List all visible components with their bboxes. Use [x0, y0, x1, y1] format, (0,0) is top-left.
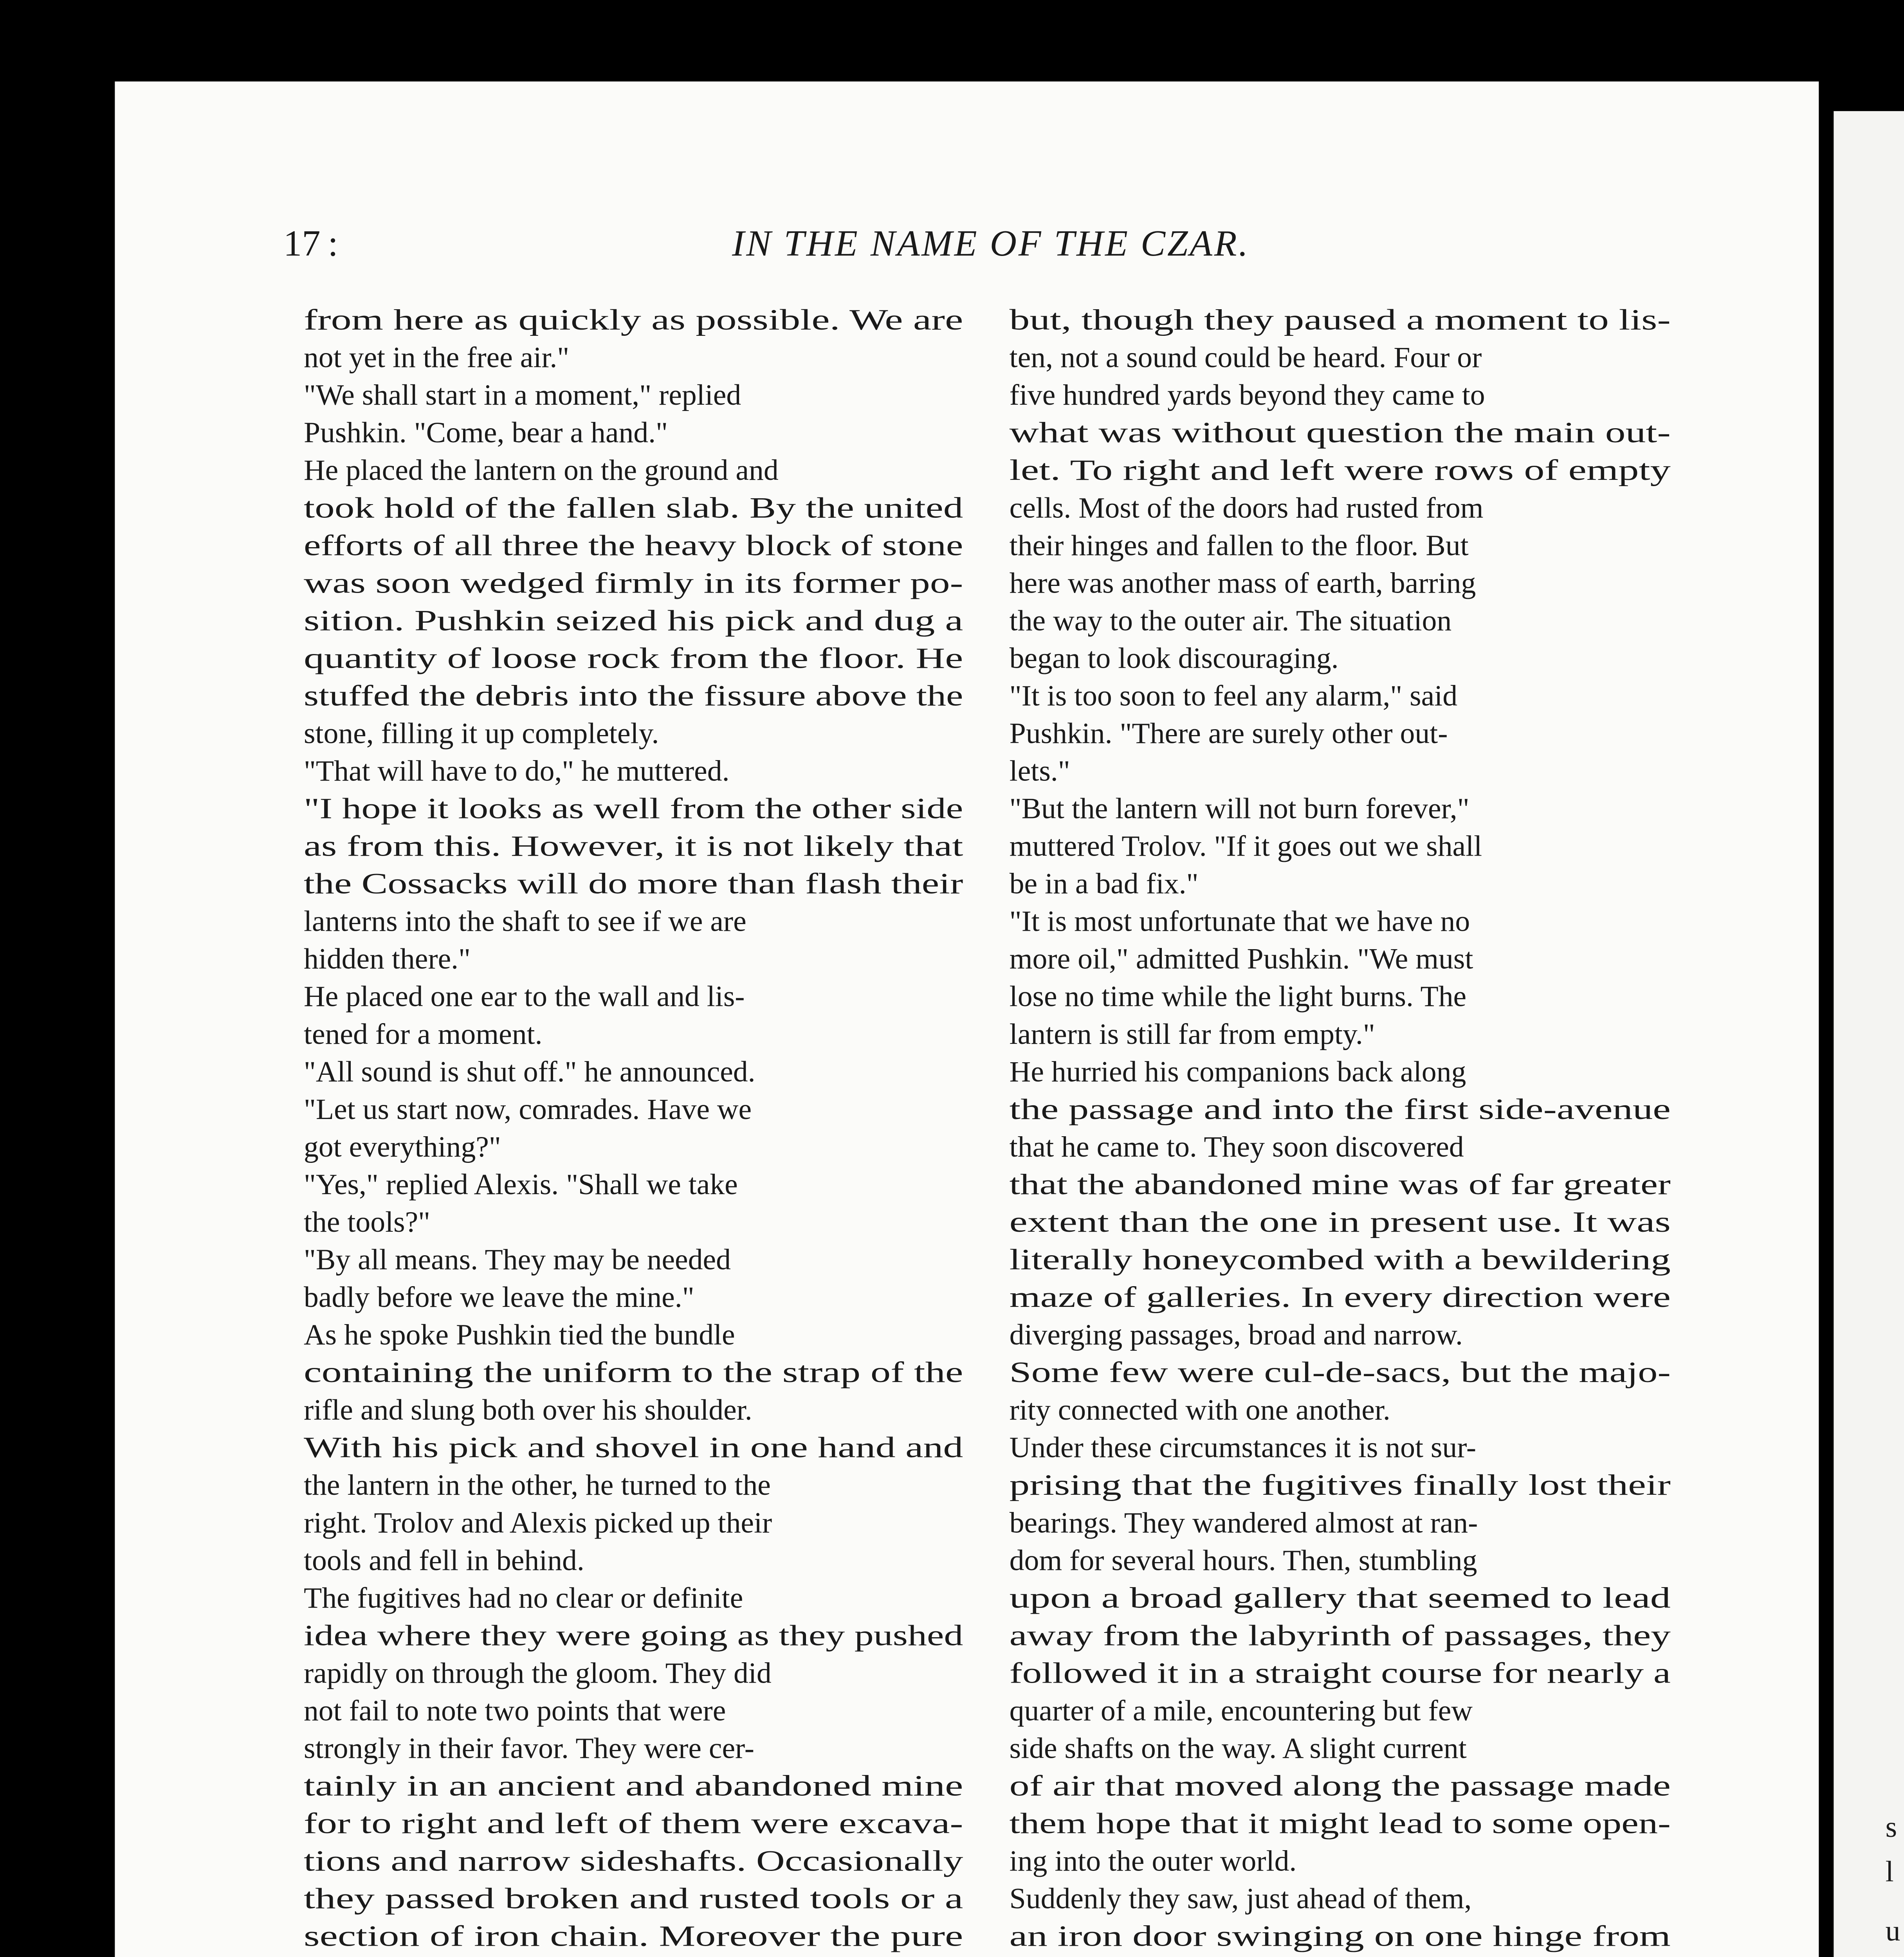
text-line: the way to the outer air. The situation	[1009, 604, 1452, 637]
text-line: badly before we leave the mine."	[303, 1281, 694, 1314]
text-line: "Let us start now, comrades. Have we	[303, 1093, 752, 1126]
page-gutter	[1819, 111, 1834, 1957]
text-line: here was another mass of earth, barring	[1009, 567, 1476, 600]
text-line: as from this. However, it is not likely that	[303, 830, 963, 863]
text-line: prising that the fugitives finally lost their	[1009, 1469, 1671, 1502]
text-line: containing the uniform to the strap of the	[303, 1356, 963, 1389]
text-line: let. To right and left were rows of empty	[1009, 454, 1671, 487]
text-line: "It is too soon to feel any alarm," said	[1009, 679, 1458, 712]
text-line: "Yes," replied Alexis. "Shall we take	[303, 1168, 738, 1201]
text-line: Pushkin. "There are surely other out-	[1009, 717, 1448, 750]
text-line: ten, not a sound could be heard. Four or	[1009, 341, 1482, 374]
text-line: He hurried his companions back along	[1009, 1055, 1466, 1088]
facing-page-fragment: l	[1885, 1855, 1894, 1888]
text-line: for to right and left of them were excava-	[303, 1807, 963, 1840]
text-line: As he spoke Pushkin tied the bundle	[303, 1319, 735, 1352]
text-line: sition. Pushkin seized his pick and dug a	[303, 604, 963, 637]
text-line: dom for several hours. Then, stumbling	[1009, 1544, 1477, 1577]
text-line: stuffed the debris into the fissure above the	[303, 679, 963, 712]
text-line: be in a bad fix."	[1009, 867, 1199, 900]
page-number: 17	[283, 223, 321, 264]
text-line: lets."	[1009, 755, 1070, 787]
text-line: "All sound is shut off." he announced.	[303, 1055, 755, 1088]
text-line: strongly in their favor. They were cer-	[303, 1732, 754, 1765]
text-line: right. Trolov and Alexis picked up their	[303, 1506, 772, 1539]
text-line: the passage and into the first side-avenue	[1009, 1093, 1671, 1126]
text-line: "I hope it looks as well from the other side	[303, 792, 963, 825]
text-line: He placed one ear to the wall and lis-	[303, 980, 745, 1013]
text-line: away from the labyrinth of passages, they	[1009, 1619, 1671, 1652]
text-line: but, though they paused a moment to lis-	[1009, 304, 1671, 337]
text-line: their hinges and fallen to the floor. But	[1009, 529, 1469, 562]
text-line: tened for a moment.	[303, 1018, 543, 1051]
text-line: them hope that it might lead to some open-	[1009, 1807, 1671, 1840]
text-line: not yet in the free air."	[303, 341, 570, 374]
facing-page-fragment: u	[1885, 1914, 1900, 1947]
text-line: cells. Most of the doors had rusted from	[1009, 492, 1484, 524]
running-title: IN THE NAME OF THE CZAR.	[732, 223, 1250, 264]
text-line: got everything?"	[303, 1130, 501, 1163]
text-line: lanterns into the shaft to see if we are	[303, 905, 746, 938]
text-line: maze of galleries. In every direction were	[1009, 1281, 1671, 1314]
text-line: an iron door swinging on one hinge from	[1009, 1920, 1671, 1953]
text-line: tions and narrow sideshafts. Occasionally	[303, 1845, 963, 1878]
text-line: upon a broad gallery that seemed to lead	[1009, 1582, 1671, 1615]
text-line: Suddenly they saw, just ahead of them,	[1009, 1882, 1472, 1915]
text-line: quantity of loose rock from the floor. He	[303, 642, 963, 675]
text-line: tainly in an ancient and abandoned mine	[303, 1770, 963, 1802]
text-line: took hold of the fallen slab. By the united	[303, 492, 963, 524]
text-line: ing into the outer world.	[1009, 1845, 1297, 1878]
text-line: not fail to note two points that were	[303, 1694, 726, 1727]
text-line: "But the lantern will not burn forever,"	[1009, 792, 1469, 825]
text-line: from here as quickly as possible. We are	[303, 304, 963, 337]
text-line: hidden there."	[303, 942, 471, 975]
text-line: stone, filling it up completely.	[303, 717, 659, 750]
text-line: began to look discouraging.	[1009, 642, 1339, 675]
text-line: what was without question the main out-	[1009, 416, 1671, 449]
text-line: quarter of a mile, encountering but few	[1009, 1694, 1473, 1727]
text-line: literally honeycombed with a bewildering	[1009, 1243, 1671, 1276]
text-line: tools and fell in behind.	[303, 1544, 584, 1577]
text-line: section of iron chain. Moreover the pure	[303, 1920, 963, 1953]
text-line: rifle and slung both over his shoulder.	[303, 1394, 752, 1427]
text-line: the tools?"	[303, 1206, 431, 1238]
text-line: followed it in a straight course for nearly a	[1009, 1657, 1671, 1690]
text-line: rity connected with one another.	[1009, 1394, 1390, 1427]
page-number-mark: :	[328, 223, 338, 264]
text-line: idea where they were going as they pushed	[303, 1619, 963, 1652]
text-line: that he came to. They soon discovered	[1009, 1130, 1464, 1163]
text-line: diverging passages, broad and narrow.	[1009, 1319, 1463, 1352]
text-line: five hundred yards beyond they came to	[1009, 379, 1485, 412]
text-line: rapidly on through the gloom. They did	[303, 1657, 772, 1690]
text-line: that the abandoned mine was of far greater	[1009, 1168, 1671, 1201]
text-line: extent than the one in present use. It was	[1009, 1206, 1671, 1238]
text-line: "We shall start in a moment," replied	[303, 379, 741, 412]
facing-page-fragment: s	[1885, 1811, 1897, 1844]
text-line: muttered Trolov. "If it goes out we shall	[1009, 830, 1482, 863]
text-line: With his pick and shovel in one hand and	[303, 1431, 963, 1464]
text-line: Pushkin. "Come, bear a hand."	[303, 416, 668, 449]
text-line: the Cossacks will do more than flash their	[303, 867, 963, 900]
text-line: more oil," admitted Pushkin. "We must	[1009, 942, 1473, 975]
text-line: He placed the lantern on the ground and	[303, 454, 779, 487]
text-line: "It is most unfortunate that we have no	[1009, 905, 1470, 938]
text-line: lantern is still far from empty."	[1009, 1018, 1375, 1051]
text-line: efforts of all three the heavy block of stone	[303, 529, 963, 562]
text-line: Under these circumstances it is not sur-	[1009, 1431, 1477, 1464]
text-line: The fugitives had no clear or definite	[303, 1582, 743, 1615]
adjacent-page-strip	[1834, 111, 1904, 1957]
text-line: was soon wedged firmly in its former po-	[303, 567, 963, 600]
text-line: side shafts on the way. A slight current	[1009, 1732, 1467, 1765]
text-line: lose no time while the light burns. The	[1009, 980, 1467, 1013]
text-line: "That will have to do," he muttered.	[303, 755, 730, 787]
text-line: the lantern in the other, he turned to the	[303, 1469, 771, 1502]
text-line: of air that moved along the passage made	[1009, 1770, 1671, 1802]
text-line: bearings. They wandered almost at ran-	[1009, 1506, 1478, 1539]
text-line: Some few were cul-de-sacs, but the majo-	[1009, 1356, 1671, 1389]
text-line: "By all means. They may be needed	[303, 1243, 731, 1276]
text-line: they passed broken and rusted tools or a	[303, 1882, 963, 1915]
